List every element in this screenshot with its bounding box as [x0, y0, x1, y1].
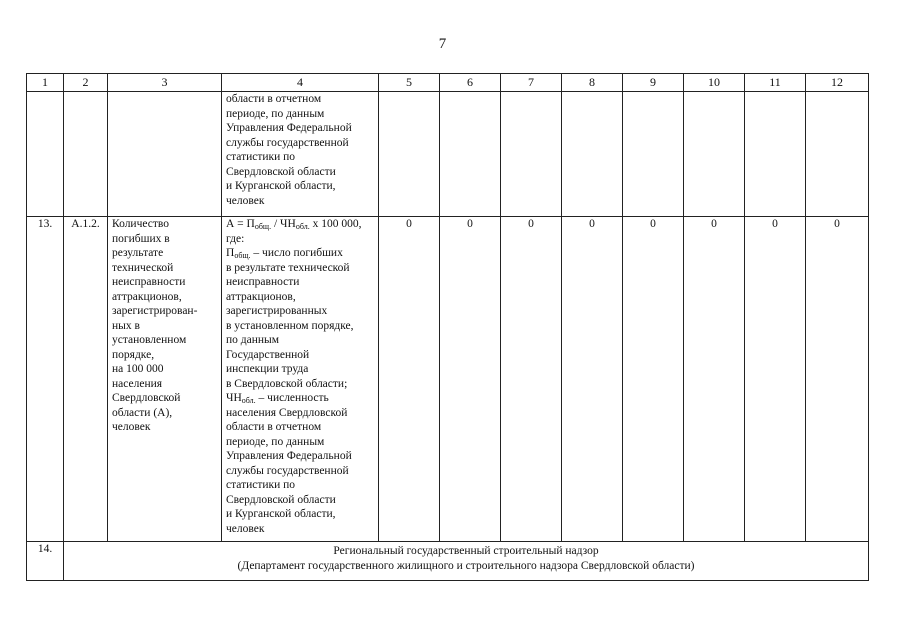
header-cell: 1: [27, 74, 64, 92]
method-cell-continued: [222, 92, 379, 217]
header-cell: 12: [806, 74, 869, 92]
header-cell: 8: [562, 74, 623, 92]
method-line: Управления Федеральной: [226, 450, 352, 462]
indicators-table: [26, 73, 869, 581]
method-line: статистики по: [226, 479, 296, 491]
method-line: Государственной: [226, 348, 310, 361]
value-cell: 0: [623, 217, 684, 542]
method-line: аттракционов,: [226, 290, 296, 303]
indicator-line: технической: [112, 261, 174, 274]
header-cell: 3: [108, 74, 222, 92]
value-cell: 0: [562, 217, 623, 542]
indicator-line: порядке,: [112, 348, 155, 361]
value-cell: 0: [684, 217, 745, 542]
formula-ch-sub: обл.: [295, 222, 310, 231]
method-line: в результате технической: [226, 261, 350, 274]
method-line: неисправности: [226, 276, 300, 288]
indicator-line: ных в: [112, 319, 140, 332]
indicator-line: аттракционов,: [112, 290, 182, 303]
method-cell: [222, 217, 379, 542]
indicator-line: человек: [112, 421, 151, 433]
header-cell: 11: [745, 74, 806, 92]
header-cell: 7: [501, 74, 562, 92]
indicator-line: области (А),: [112, 406, 173, 419]
continued-row: [27, 92, 869, 217]
indicator-line: погибших в: [112, 232, 170, 245]
indicator-line: Количество: [112, 218, 169, 230]
method-line: области в отчетном: [226, 421, 322, 433]
method-line: и Курганской области,: [226, 508, 336, 520]
where-label: где:: [226, 232, 245, 245]
value-cell: 0: [806, 217, 869, 542]
header-cell: 2: [64, 74, 108, 92]
method-line: Свердловской области: [226, 493, 336, 506]
p-definition: [226, 246, 374, 261]
formula-p-sub: общ.: [254, 222, 272, 231]
p-desc: – число погибших: [250, 247, 343, 259]
indicator-line: Свердловской: [112, 392, 181, 404]
p-letter: П: [226, 247, 235, 259]
indicator-line: неисправности: [112, 276, 186, 288]
value-cell: 0: [379, 217, 440, 542]
value-cell: 0: [440, 217, 501, 542]
header-cell: 6: [440, 74, 501, 92]
indicator-line: зарегистрирован-: [112, 305, 198, 317]
method-line: периоде, по данным: [226, 107, 325, 120]
header-cell: 10: [684, 74, 745, 92]
ch-sub: обл.: [241, 396, 256, 405]
indicator-cell: [108, 217, 222, 542]
header-cell: 5: [379, 74, 440, 92]
value-cell: 0: [501, 217, 562, 542]
header-cell: 9: [623, 74, 684, 92]
row-number: 13.: [27, 217, 64, 542]
formula-a-eq: А = П: [226, 218, 255, 230]
indicator-line: установленном: [112, 334, 187, 346]
row-14: [27, 542, 869, 581]
method-line: и Курганской области,: [226, 180, 336, 192]
ch-definition: [226, 391, 374, 406]
header-cell: 4: [222, 74, 379, 92]
method-line: в установленном порядке,: [226, 319, 354, 332]
formula-tail: х 100 000,: [309, 218, 362, 230]
method-line: инспекции труда: [226, 363, 309, 375]
method-line: человек: [226, 194, 265, 207]
header-row: [27, 74, 869, 92]
method-line: зарегистрированных: [226, 305, 328, 317]
method-line: службы государственной: [226, 136, 349, 149]
value-cell: 0: [745, 217, 806, 542]
section-subtitle: (Департамент государственного жилищного и строительного надзора Свердловской области): [237, 560, 695, 572]
ch-letter: ЧН: [226, 392, 242, 404]
section-title: Региональный государственный строительный надзор: [333, 545, 599, 557]
method-line: статистики по: [226, 151, 296, 163]
method-line: службы государственной: [226, 464, 349, 477]
row-code: А.1.2.: [64, 217, 108, 542]
row-number: 14.: [27, 542, 64, 581]
method-line: человек: [226, 522, 265, 535]
indicator-line: на 100 000: [112, 363, 164, 375]
method-line: области в отчетном: [226, 93, 322, 105]
method-line: периоде, по данным: [226, 435, 325, 448]
method-line: Управления Федеральной: [226, 122, 352, 134]
section-heading-cell: [64, 542, 869, 581]
method-line: в Свердловской области;: [226, 377, 348, 390]
method-line: населения Свердловской: [226, 406, 348, 419]
formula: [226, 217, 374, 232]
indicator-line: результате: [112, 247, 164, 259]
indicator-line: населения: [112, 377, 163, 390]
row-13: [27, 217, 869, 542]
formula-ch: / ЧН: [271, 218, 296, 230]
method-line: по данным: [226, 334, 280, 346]
method-line: Свердловской области: [226, 165, 336, 178]
ch-desc: – численность: [255, 392, 329, 404]
p-sub: общ.: [234, 251, 251, 260]
page-number: 7: [438, 36, 447, 52]
